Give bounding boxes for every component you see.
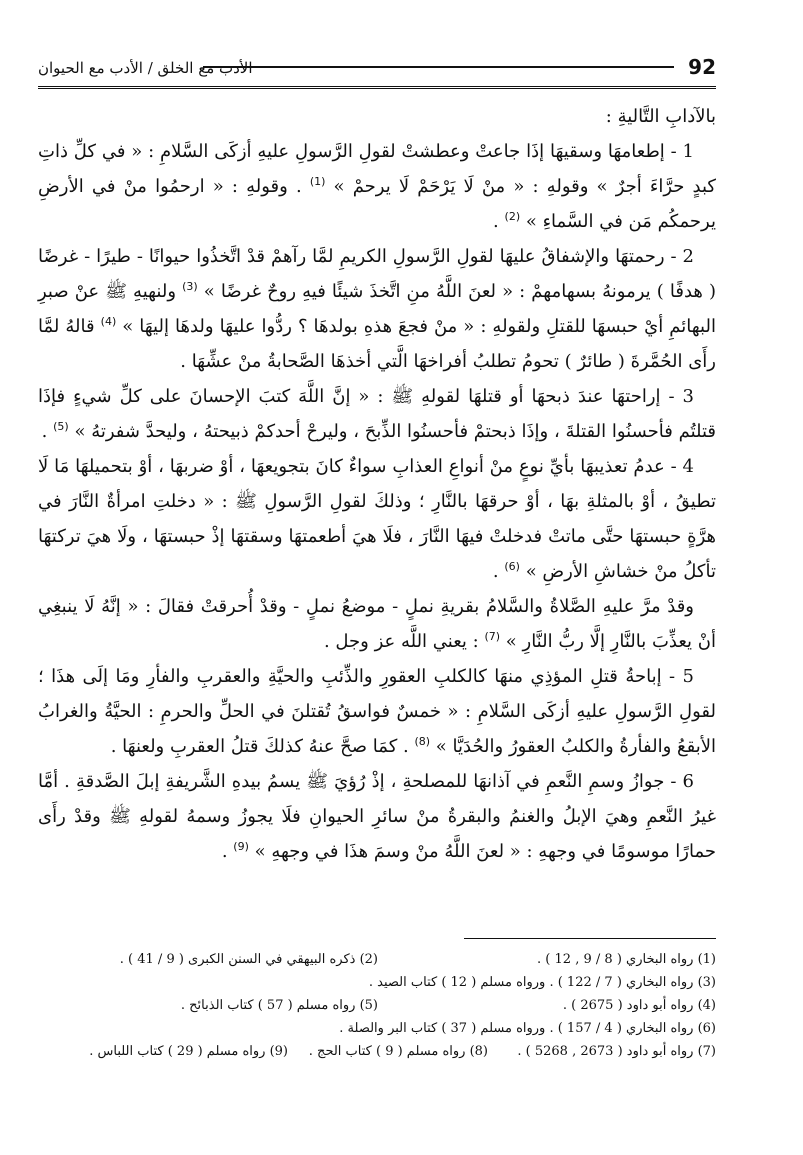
running-title: الأدب مع الخلق / الأدب مع الحيوان: [38, 59, 253, 77]
paragraph-text: 6 - جوازُ وسمِ النَّعمِ في آذانهَا للمصلحةِ ، إذْ رُؤيَ ﷺ يسمُ بيدهِ الشَّريفةِ إبلَ الصَّدقةِ . أمَّا غيرُ النَّعمِ وهيَ الإبلُ والغنمُ والبقرةُ منْ سائرِ الحيوانِ فلَا يجوزُ وسمهُ لقولهِ ﷺ وقدْ رأَى حمارًا موسومًا في وجههِ : « لعنَ اللَّهُ منْ وسمَ هذَا في وجههِ »: [38, 771, 716, 862]
paragraph-text: 1 - إطعامهَا وسقيهَا إذَا جاعتْ وعطشتْ لقولِ الرَّسولِ عليهِ أزكَى السَّلامِ : « في كلِّ ذاتِ كبدٍ حرَّاءَ أجرٌ » وقولهِ : « منْ لَا يَرْحَمْ لَا يرحمْ »: [38, 141, 716, 197]
footnote-row: [38, 1017, 716, 1040]
footnote-ref: (8): [414, 735, 431, 748]
paragraph-text: ولنهيهِ ﷺ عنْ صبرِ البهائمِ أيْ حبسهَا للقتلِ ولقولهِ : « منْ فجعَ هذهِ بولدهَا ؟ ردُّوا عليهَا ولدهَا إليهَا »: [38, 281, 716, 337]
footnote-3: (3) رواه البخاري ( 7 / 122 ) . ورواه مسلم ( 12 ) كتاب الصيد .: [368, 975, 716, 990]
footnotes: [38, 948, 716, 1063]
paragraph-text: 5 - إباحةُ قتلِ المؤذِي منهَا كالكلبِ العقورِ والذِّئبِ والحيَّةِ والعقربِ والفأرِ ومَا إلَى هذَا ؛ لقولِ الرَّسولِ عليهِ أزكَى السَّلامِ : « خمسٌ فواسقُ تُقتلنَ في الحلِّ والحرمِ : الحيَّةُ والغرابُ الأبقعُ والفأرةُ والكلبُ العقورُ والحُدَيَّا »: [38, 666, 716, 757]
paragraph-4: [38, 449, 716, 589]
header-rule: [203, 66, 674, 68]
footnote-ref: (9): [233, 840, 249, 853]
book-page: [38, 52, 716, 1112]
footnote-7: (7) رواه أبو داود ( 2673 , 5268 ) .: [517, 1044, 716, 1059]
footnote-2: (2) ذكره البيهقي في السنن الكبرى ( 9 / 41 ) .: [119, 952, 378, 967]
paragraph-text: وقدْ مرَّ عليهِ الصَّلاةُ والسَّلامُ بقريةِ نملٍ - موضعُ نملٍ - وقدْ أُحرقتْ فقالَ : « إنَّهُ لَا ينبغِي أنْ يعذِّبَ بالنَّارِ إلَّا ربُّ النَّارِ »: [38, 596, 716, 652]
paragraph-7: [38, 764, 716, 869]
footnote-row: [38, 1040, 716, 1063]
paragraph-text: . وقولهِ : « ارحمُوا منْ في الأرضِ يرحمكُم مَن في السَّماءِ »: [38, 176, 716, 232]
paragraph-text: .: [492, 561, 499, 582]
footnote-row: [38, 948, 716, 971]
paragraph-5: [38, 589, 716, 659]
paragraph-text: .: [493, 211, 499, 232]
paragraph-2: [38, 239, 716, 379]
footnote-ref: (6): [504, 560, 520, 573]
footnote-row: [38, 994, 716, 1017]
paragraph-text: قالهُ لمَّا رأَى الحُمَّرةَ ( طائرٌ ) تحومُ تطلبُ أفراخهَا الَّتي أخذهَا الصَّحابةُ منْ عشِّهَا .: [38, 316, 716, 372]
footnote-5: (5) رواه مسلم ( 57 ) كتاب الذبائح .: [180, 998, 378, 1013]
body-text: [38, 99, 716, 869]
footnote-9: (9) رواه مسلم ( 29 ) كتاب اللباس .: [89, 1044, 288, 1059]
footnote-8: (8) رواه مسلم ( 9 ) كتاب الحج .: [308, 1044, 488, 1059]
paragraph-text: . كمَا صحَّ عنهُ كذلكَ قتلُ العقربِ ولعنهَا .: [110, 736, 409, 757]
intro-line: بالآدابِ التَّاليةِ :: [605, 106, 716, 127]
footnote-separator: [464, 938, 716, 939]
paragraph-6: [38, 659, 716, 764]
paragraph-text: .: [41, 421, 48, 442]
footnote-4: (4) رواه أبو داود ( 2675 ) .: [562, 998, 716, 1013]
paragraph-text: 4 - عدمُ تعذيبهَا بأيِّ نوعٍ منْ أنواعِ العذابِ سواءٌ كانَ بتجويعهَا ، أوْ ضربهَا ، أوْ بتحميلهَا مَا لَا تطيقُ ، أوْ بالمثلةِ بهَا ، أوْ حرقهَا بالنَّارِ ؛ وذلكَ لقولِ الرَّسولِ ﷺ : « دخلتِ امرأةٌ النَّارَ في هرَّةٍ حبستهَا حتَّى ماتتْ فدخلتْ فيهَا النَّارَ ، فلَا هيَ أطعمتهَا وسقتهَا إذْ حبستهَا ، ولَا هيَ تركتهَا تأكلُ منْ خشاشِ الأرضِ »: [38, 456, 716, 582]
paragraph-3: [38, 379, 716, 449]
footnote-ref: (2): [504, 210, 521, 223]
footnote-ref: (1): [309, 175, 326, 188]
footnote-ref: (3): [182, 280, 198, 293]
footnote-6: (6) رواه البخاري ( 4 / 157 ) . ورواه مسلم ( 37 ) كتاب البر والصلة .: [339, 1021, 716, 1036]
footnote-1: (1) رواه البخاري ( 8 / 9 , 12 ) .: [537, 952, 716, 967]
footnote-ref: (7): [484, 630, 501, 643]
page-header: [38, 52, 716, 89]
footnote-ref: (5): [53, 420, 69, 433]
paragraph-1: [38, 134, 716, 239]
paragraph-text: .: [221, 841, 228, 862]
paragraph-text: 2 - رحمتهَا والإشفاقُ عليهَا لقولِ الرَّسولِ الكريمِ لمَّا رآهمْ قدْ اتَّخذُوا حيوانًا - طيرًا - غرضًا ( هدفًا ) يرمونهُ بسهامهمْ : « لعنَ اللَّهُ منِ اتَّخذَ شيئًا فيهِ روحٌ غرضًا »: [38, 246, 716, 302]
page-number: 92: [688, 55, 716, 79]
footnote-ref: (4): [100, 315, 117, 328]
paragraph-text: : يعني اللَّه عز وجل .: [323, 631, 479, 652]
footnote-row: [38, 971, 716, 994]
paragraph-text: 3 - إراحتهَا عندَ ذبحهَا أو قتلهَا لقولهِ ﷺ : « إنَّ اللَّهَ كتبَ الإحسانَ على كلِّ شيءٍ فإذَا قتلتُم فأحسنُوا القتلةَ ، وإذَا ذبحتمْ فأحسنُوا الذِّبحَ ، وليرحْ أحدكمْ ذبيحتهُ ، وليحدَّ شفرتهُ »: [38, 386, 716, 442]
